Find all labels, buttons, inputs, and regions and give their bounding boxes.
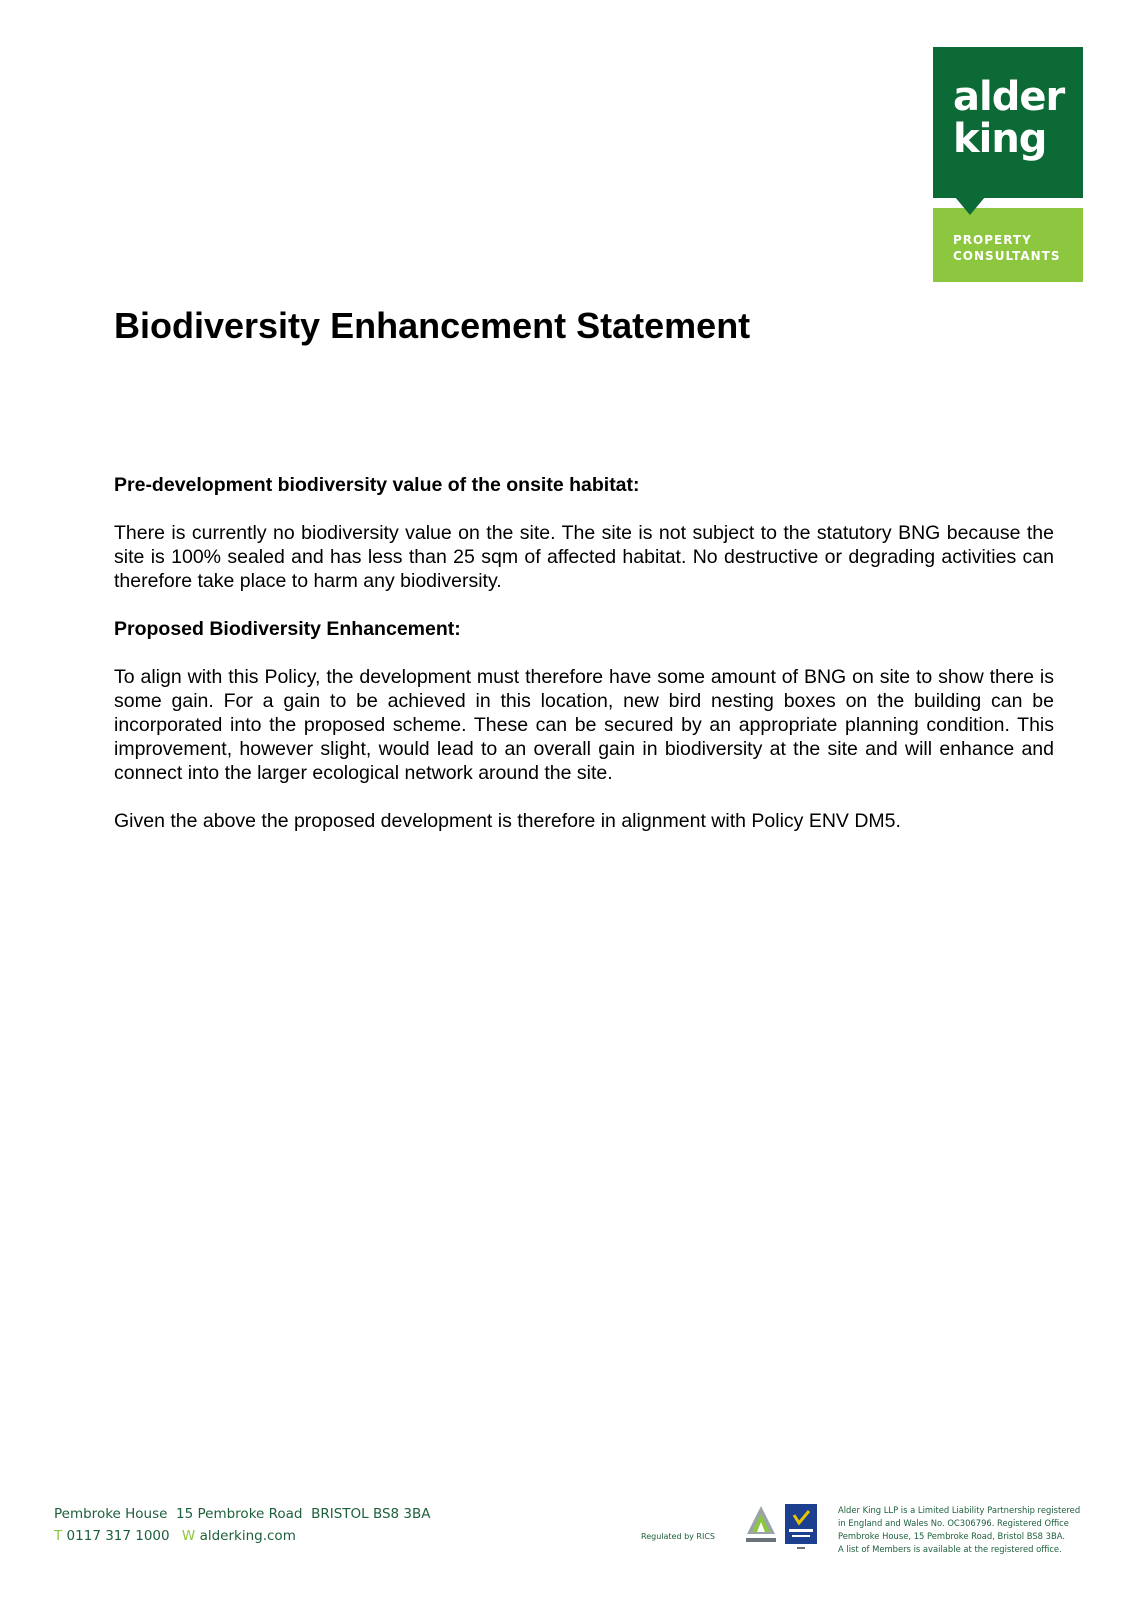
- alder-king-logo: [933, 47, 1083, 282]
- logo-green-panel: [933, 47, 1083, 198]
- legal-line: in England and Wales No. OC306796. Registered Office: [838, 1518, 1069, 1528]
- logo-lime-panel: [933, 208, 1083, 282]
- conclusion-paragraph: Given the above the proposed development is therefore in alignment with Policy ENV DM5.: [114, 810, 901, 832]
- section-heading: Pre-development biodiversity value of the onsite habitat:: [114, 474, 640, 496]
- section-pre-development: [114, 473, 1054, 593]
- footer-website[interactable]: alderking.com: [199, 1528, 296, 1544]
- page-title: Biodiversity Enhancement Statement: [114, 305, 751, 346]
- section-paragraph: To align with this Policy, the development must therefore have some amount of BNG on site to show there is some gain. For a gain to be achieved in this location, new bird nesting boxes on the building can be incorporated into the proposed scheme. These can be secured by an appropriate planning condition. This improvement, however slight, would lead to an overall gain in biodiversity at the site and will enhance and connect into the larger ecological network around the site.: [114, 666, 1054, 784]
- footer-phone: 0117 317 1000: [66, 1528, 170, 1544]
- footer-contact: [54, 1525, 431, 1547]
- legal-line: Pembroke House, 15 Pembroke Road, Bristol BS8 3BA.: [838, 1531, 1065, 1541]
- logo-sub-property: PROPERTY: [953, 233, 1032, 247]
- regulated-by-rics: Regulated by RICS: [641, 1532, 716, 1541]
- logo-word-king: king: [953, 116, 1047, 162]
- document-body: [114, 473, 1054, 857]
- web-label: W: [181, 1528, 196, 1544]
- section-proposed-enhancement: [114, 617, 1054, 833]
- logo-word-alder: alder: [953, 74, 1065, 120]
- legal-line: A list of Members is available at the registered office.: [838, 1544, 1062, 1554]
- legal-line: Alder King LLP is a Limited Liability Partnership registered: [838, 1505, 1081, 1515]
- logo-sub-consultants: CONSULTANTS: [953, 249, 1061, 263]
- logo-notch: [955, 197, 985, 215]
- phone-label: T: [54, 1528, 63, 1544]
- footer-address: Pembroke House 15 Pembroke Road BRISTOL BS8 3BA: [54, 1506, 431, 1522]
- section-paragraph: There is currently no biodiversity value on the site. The site is not subject to the statutory BNG because the site is 100% sealed and has less than 25 sqm of affected habitat. No destructive or degrading activities can therefore take place to harm any biodiversity.: [114, 522, 1054, 592]
- accreditation-badge-icon: [744, 1504, 778, 1548]
- legal-notice: [838, 1504, 1088, 1556]
- section-heading: Proposed Biodiversity Enhancement:: [114, 618, 461, 640]
- footer-address-block: [54, 1503, 431, 1547]
- ukas-badge-icon: [784, 1503, 818, 1551]
